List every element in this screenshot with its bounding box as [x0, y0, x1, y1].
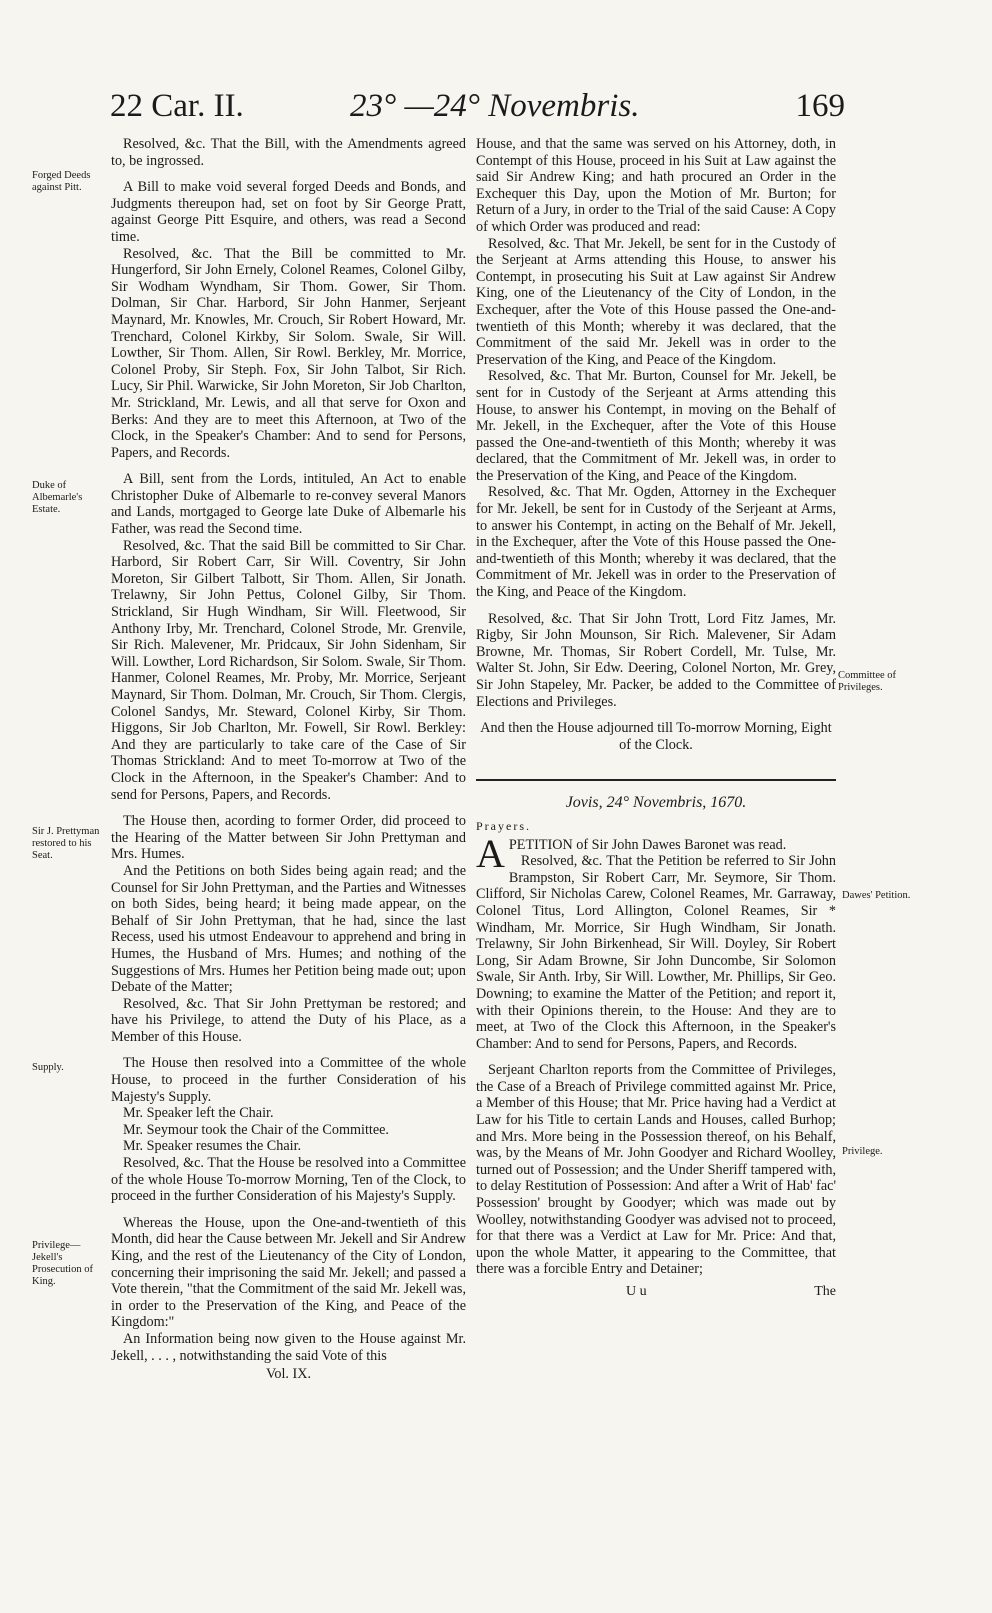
paragraph: Resolved, &c. That Mr. Ogden, Attorney in the Exchequer for Mr. Jekell, be sent for in Custody of the Serjeant at Arms, to answer his Contempt, in acting on the Behalf of Mr. Jekell, in the Exchequer, after the Vote of this House passed the One-and-twentieth of this Month; whereby it was declared, that the Commitment of Mr. Jekell was in order to the Preservation of the King, and Peace of the Kingdom.	[476, 484, 836, 601]
adjournment: And then the House adjourned till To-morrow Morning, Eight of the Clock.	[480, 720, 832, 753]
paragraph: Resolved, &c. That Sir John Prettyman be restored; and have his Privilege, to attend the Duty of his Place, as a Member of this House.	[111, 995, 466, 1045]
paragraph: Mr. Seymour took the Chair of the Committee.	[123, 1121, 389, 1138]
paragraph: The House then resolved into a Committee of the whole House, to proceed in the further Consideration of his Majesty's Supply.	[111, 1055, 466, 1105]
volume-footer: Vol. IX.	[265, 1366, 312, 1383]
margin-note-jekell: Privilege—Jekell's Prosecution of King.	[32, 1240, 93, 1287]
paragraph: Mr. Speaker resumes the Chair.	[123, 1138, 302, 1155]
margin-note-albemarle: Duke of Albemarle's Estate.	[32, 480, 83, 515]
margin-note-supply: Supply.	[32, 1062, 64, 1073]
paragraph: A Bill to make void several forged Deeds and Bonds, and Judgments thereupon had, set on foot by Sir George Pratt, against George Pitt Esquire, and others, was read a Second time.	[111, 179, 466, 245]
section-divider	[476, 779, 836, 781]
prayers-label: Prayers.	[476, 818, 531, 833]
paragraph: Resolved, &c. That the said Bill be committed to Sir Char. Harbord, Sir Robert Carr, Sir Will. Coventry, Sir John Moreton, Sir Gilbert Talbott, Sir Thom. Allen, Sir Jonath. Trelawny, Sir John Pettus, Colonel Gilby, Sir Thom. Strickland, Sir Hugh Windham, Sir Will. Fleetwood, Sir Anthony Irby, Mr. Trenchard, Colonel Strode, Mr. Grenvile, Sir Rich. Malevener, Mr. Pridcaux, Sir John Sidenham, Sir Will. Lowther, Lord Richardson, Sir Solom. Swale, Sir Thom. Hanmer, Colonel Reames, Mr. Proby, Mr. Morrice, Serjeant Maynard, Sir Thom. Dolman, Mr. Crouch, Sir Thom. Clergis, Colonel Sandys, Mr. Steward, Colonel Kirby, Sir Thom. Higgons, Sir Job Charlton, Mr. Fowell, Sir Rowl. Berkley: And they are particularly to take care of the Case of Sir Thomas Strickland: And to meet To-morrow at Two of the Clock in the Afternoon, in the Speaker's Chamber: And to send for Persons, Papers, and Records.	[111, 537, 466, 803]
paragraph: Resolved, &c. That Mr. Jekell, be sent for in the Custody of the Serjeant at Arms attending this House, to answer his Contempt, in prosecuting his Suit at Law against Sir Andrew King, one of the Lieutenancy of the City of London, in the Exchequer, after the Vote of this House passed the One-and-twentieth of this Month; whereby it was declared, that the Commitment of the said Mr. Jekell was in order to the Preservation of the King, and Peace of the Kingdom.	[476, 235, 836, 368]
margin-note-forged-deeds: Forged Deeds against Pitt.	[32, 170, 91, 193]
paragraph: Resolved, &c. That Sir John Trott, Lord Fitz James, Mr. Rigby, Sir John Mounson, Sir Rich. Malevener, Sir Adam Browne, Mr. Thomas, Sir Robert Cordell, Mr. Tulse, Mr. Walter St. John, Sir Edw. Deering, Colonel Norton, Mr. Grey, Sir John Stapeley, Mr. Packer, be added to the Committee of Elections and Privileges.	[476, 610, 836, 710]
paragraph: Resolved, &c. That the Bill, with the Amendments agreed to, be ingrossed.	[111, 136, 466, 169]
paragraph: Resolved, &c. That the House be resolved into a Committee of the whole House To-morrow Morning, Ten of the Clock, to proceed in the further Consideration of his Majesty's Supply.	[111, 1155, 466, 1205]
page-number: 169	[795, 88, 845, 124]
paragraph: A Bill, sent from the Lords, intituled, An Act to enable Christopher Duke of Albemarle to re-convey several Manors and Lands, mortgaged to George late Duke of Albemarle his Father, was read the Second time.	[111, 471, 466, 538]
right-column	[476, 136, 836, 1301]
margin-note-privilege: Privilege.	[842, 1146, 883, 1157]
margin-note-prettyman: Sir J. Prettyman restored to his Seat.	[32, 826, 100, 861]
header-regnal-year: 22 Car. II.	[110, 88, 244, 124]
margin-note-dawes: Dawes' Petition.	[842, 890, 911, 901]
date-heading: Jovis, 24° Novembris, 1670.	[565, 794, 747, 812]
drop-cap: A	[476, 830, 505, 876]
header-date: 23° —24° Novembris.	[350, 88, 640, 124]
paragraph: Serjeant Charlton reports from the Committee of Privileges, the Case of a Breach of Privilege committed against Mr. Price, a Member of this House; that Mr. Price having had a Verdict at Law for his Title to certain Lands and Houses, called Burhop; and Mrs. More being in the Possession thereof, on his Behalf, was, by the Means of Mr. John Goodyer and Richard Woolley, turned out of Possession; and the Under Sheriff tampered with, to delay Restitution of Possession: And after a Writ of Hab' fac' Possession' brought by Goodyer; which was made out by Woolley, notwithstanding Goodyer was advised not to proceed, for that there was a Verdict at Law for Mr. Price: And that, upon the whole Matter, it appearing to the Committee, that there was a forcible Entry and Detainer;	[476, 1062, 836, 1278]
paragraph-text: PETITION of Sir John Dawes Baronet was read.	[508, 836, 787, 853]
page-header	[110, 88, 845, 136]
paragraph: Resolved, &c. That the Petition be referred to Sir John Brampston, Sir Robert Carr, Mr. Seymore, Sir Thom. Clifford, Sir Nicholas Carew, Colonel Reames, Mr. Garraway, Colonel Titus, Lord Allington, Colonel Reames, Sir * Windham, Mr. Morrice, Sir Hugh Windham, Sir Jonath. Trelawny, Sir John Birkenhead, Sir Will. Doyley, Sir Robert Long, Sir Adam Browne, Sir John Duncombe, Sir Solomon Swale, Sir Anth. Irby, Sir Will. Lowther, Mr. Phillips, Sir Geo. Downing; to examine the Matter of the Petition; and report it, with their Opinions therein, to the House: And they are to meet, at Two of the Clock this Afternoon, in the Speaker's Chamber: And to send for Persons, Papers, and Records.	[476, 853, 836, 1052]
signature-mark: U u	[626, 1284, 647, 1299]
paragraph: House, and that the same was served on his Attorney, doth, in Contempt of this House, proceed in his Suit at Law against the said Sir Andrew King; and hath procured an Order in the Exchequer this Day, upon the Motion of Mr. Burton; for Return of a Jury, in order to the Trial of the said Cause: A Copy of which Order was produced and read:	[476, 136, 836, 235]
paragraph: An Information being now given to the House against Mr. Jekell, . . . , notwithstanding the said Vote of this	[111, 1330, 466, 1364]
paragraph: And the Petitions on both Sides being again read; and the Counsel for Sir John Prettyman, and the Parties and Witnesses on both Sides, being heard; it being made appear, on the Behalf of Sir John Prettyman, that he had, since the last Recess, used his utmost Endeavour to apprehend and bring in Humes, the Husband of Mrs. Humes; and nothing of the Suggestions of Mrs. Humes her Petition being made out; upon Debate of the Matter;	[111, 862, 466, 996]
paragraph	[476, 830, 836, 876]
paragraph: Resolved, &c. That Mr. Burton, Counsel for Mr. Jekell, be sent for in Custody of the Serjeant at Arms attending this House, to answer his Contempt, in moving on the Behalf of Mr. Jekell, in the Exchequer, after the Vote of this House passed the One-and-twentieth of this Month; whereby it was declared, that the Commitment of Mr. Jekell was, in order to the Preservation of the King, and Peace of the Kingdom.	[476, 368, 836, 484]
left-column	[111, 136, 466, 1383]
paragraph: Whereas the House, upon the One-and-twentieth of this Month, did hear the Cause between Mr. Jekell and Sir Andrew King, and the rest of the Lieutenancy of the City of London, concerning their imprisoning the said Mr. Jekell; and passed a Vote therein, "that the Commitment of the said Mr. Jekell was, in order to the Preservation of the King, and Peace of the Kingdom:"	[111, 1214, 466, 1331]
paragraph: The House then, acording to former Order, did proceed to the Hearing of the Matter between Sir John Prettyman and Mrs. Humes.	[111, 813, 466, 863]
catchword: The	[814, 1284, 836, 1299]
paragraph: Mr. Speaker left the Chair.	[123, 1105, 274, 1122]
margin-note-committee: Committee of Privileges.	[838, 670, 897, 693]
signature-line	[476, 1284, 836, 1301]
paragraph: Resolved, &c. That the Bill be committed to Mr. Hungerford, Sir John Ernely, Colonel Reames, Colonel Gilby, Sir Wodham Wyndham, Sir Thom. Gower, Sir Thom. Dolman, Sir Char. Harbord, Sir John Hanmer, Serjeant Maynard, Mr. Knowles, Mr. Crouch, Sir Robert Howard, Mr. Trenchard, Colonel Kirkby, Sir Solom. Swale, Sir Will. Lowther, Sir Thom. Allen, Sir Rowl. Berkley, Mr. Morrice, Colonel Proby, Sir Steph. Fox, Sir John Talbot, Sir Rich. Lucy, Sir Phil. Warwicke, Sir John Moreton, Sir Job Charlton, Mr. Strickland, Mr. Lewis, and all that serve for Oxon and Berks: And they are to meet this Afternoon, at Two of the Clock, in the Speaker's Chamber: And to send for Persons, Papers, and Records.	[111, 245, 466, 461]
